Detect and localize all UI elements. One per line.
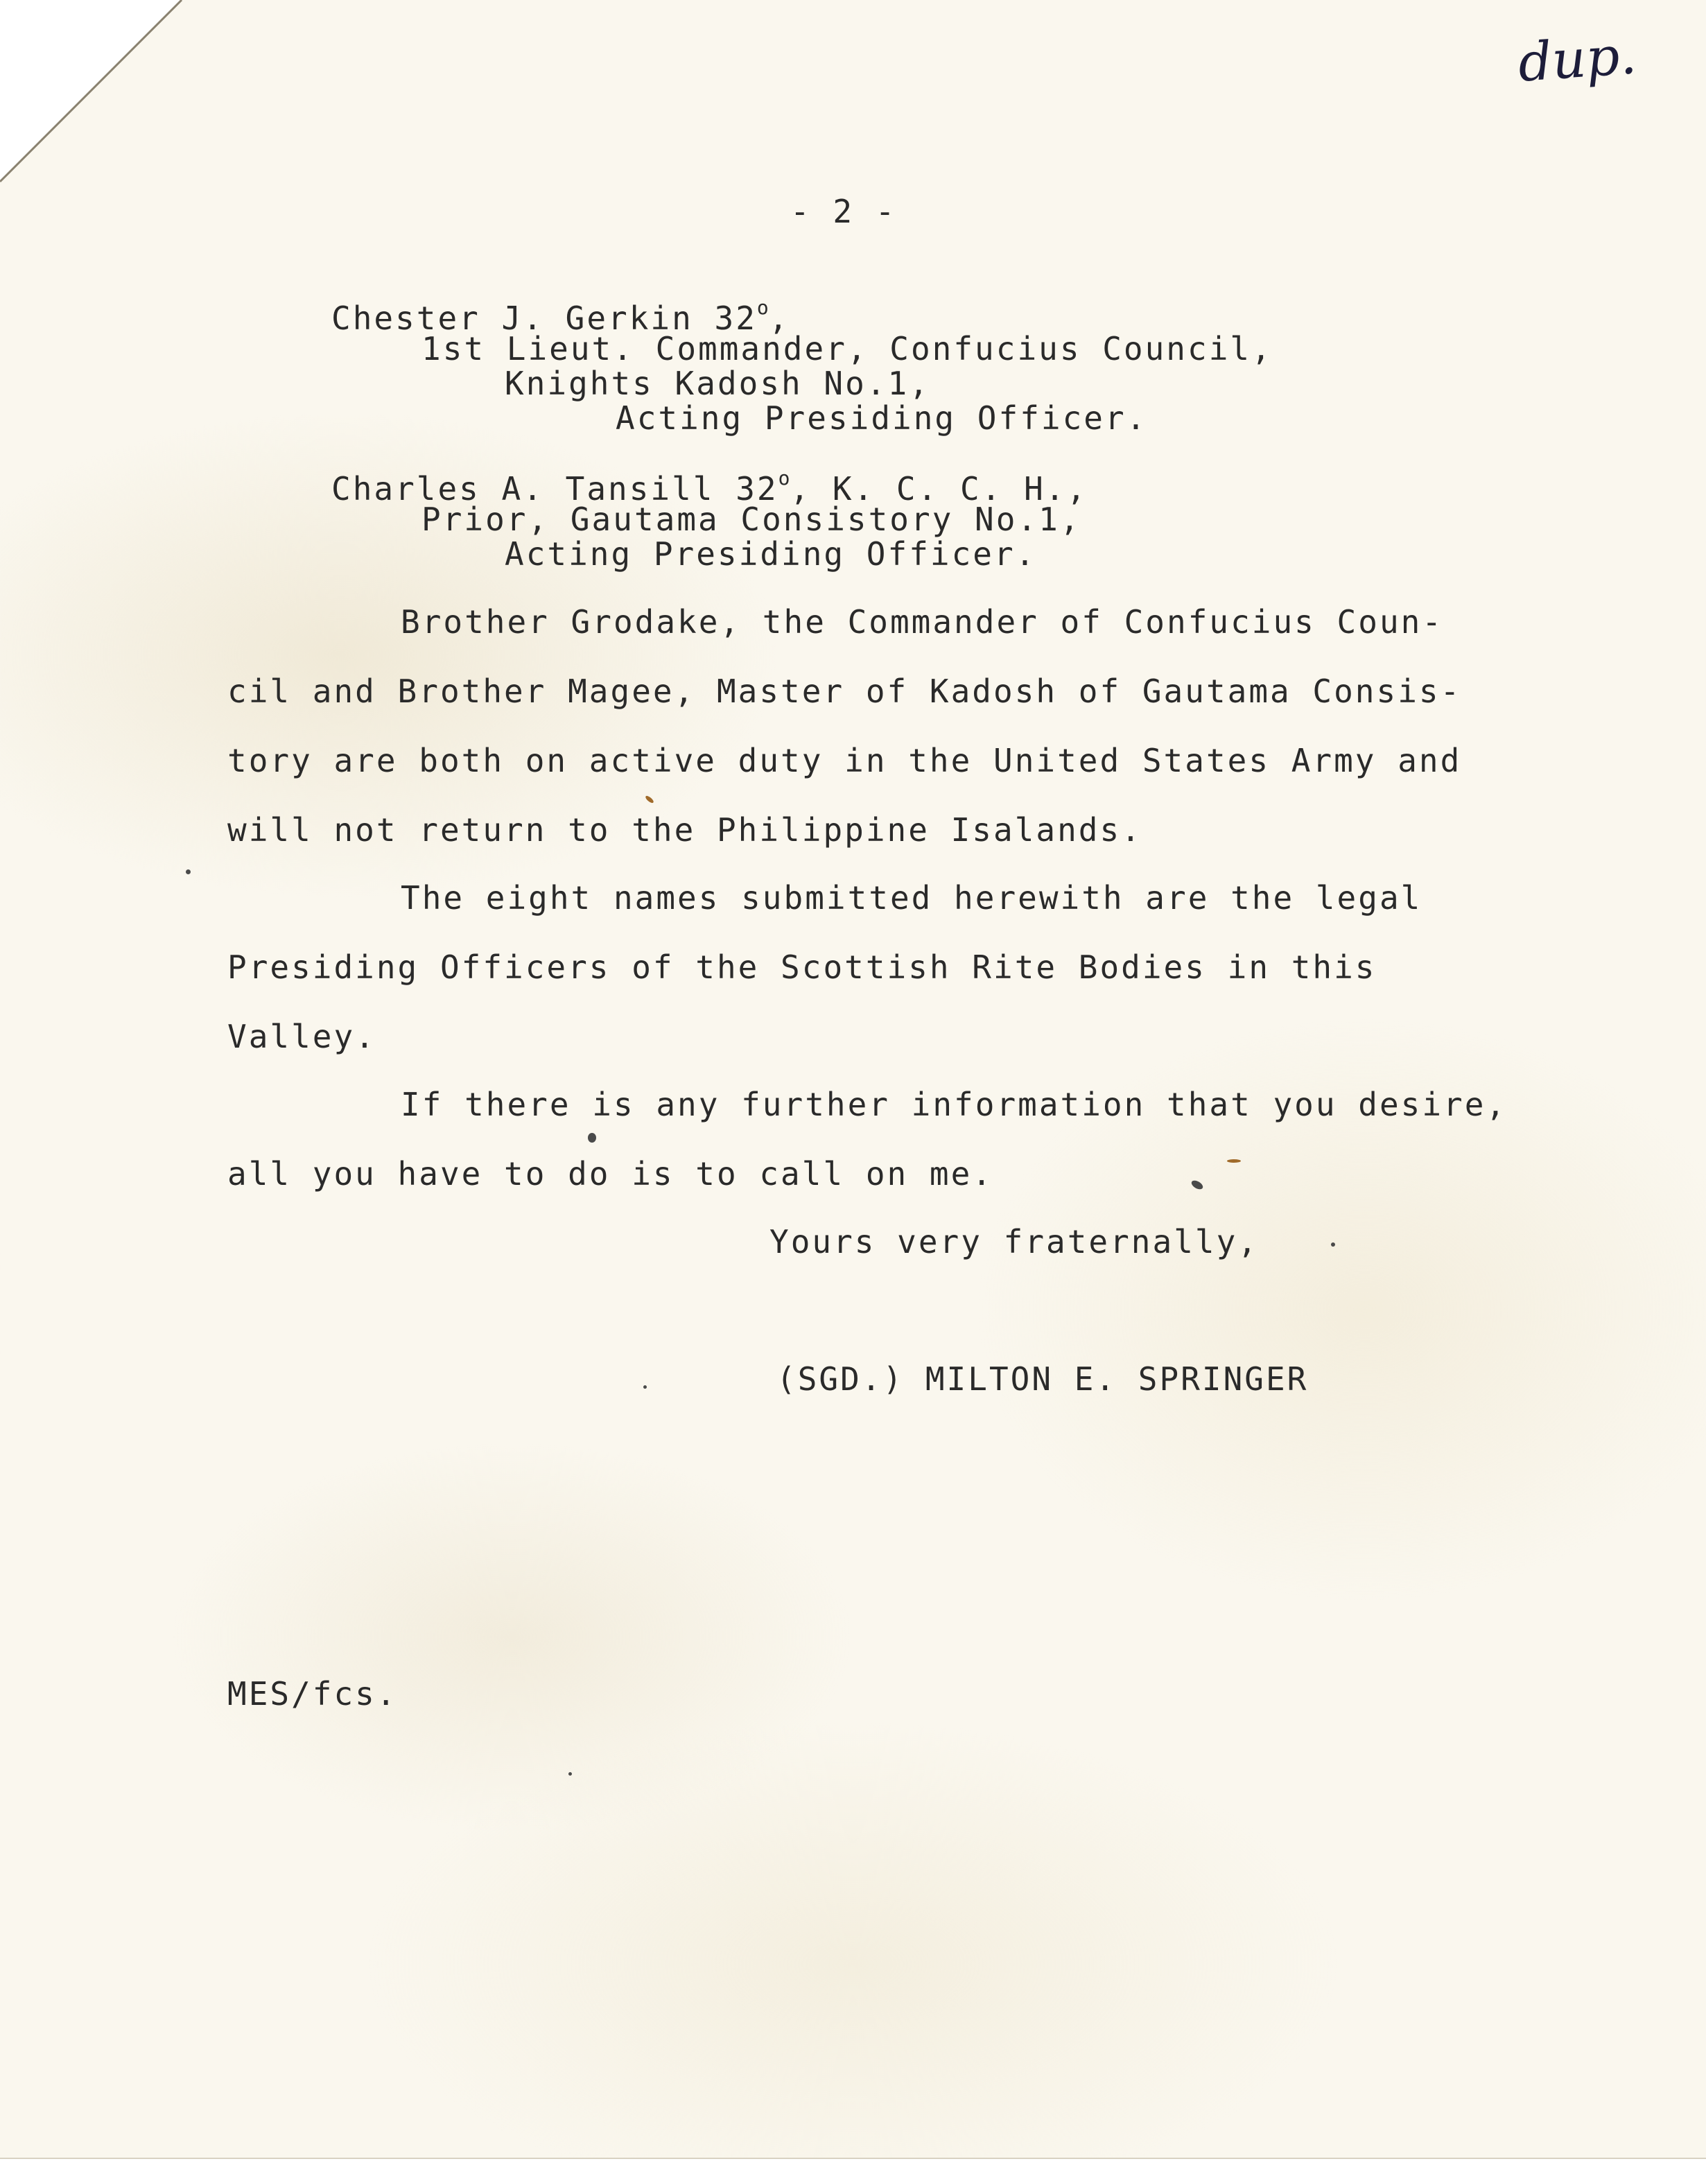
ink-speck bbox=[186, 869, 191, 874]
ink-speck bbox=[645, 795, 655, 804]
officer-2-name: Charles A. Tansill 32$^o$, K. C. C. H., bbox=[331, 467, 1088, 508]
officer-1-role: Acting Presiding Officer. bbox=[616, 399, 1148, 437]
ink-speck bbox=[1331, 1242, 1335, 1247]
ink-speck bbox=[643, 1385, 647, 1389]
officer-1-name: Chester J. Gerkin 32$^o$, bbox=[331, 296, 790, 337]
paragraph-1-line-2: cil and Brother Magee, Master of Kadosh of Gautama Consis- bbox=[227, 673, 1462, 710]
paragraph-2-line-3: Valley. bbox=[227, 1018, 376, 1055]
ink-speck bbox=[1227, 1159, 1241, 1163]
paragraph-3-line-2: all you have to do is to call on me. bbox=[227, 1155, 993, 1193]
ink-speck bbox=[588, 1133, 596, 1143]
ink-speck bbox=[568, 1772, 572, 1776]
officer-2-title: Prior, Gautama Consistory No.1, bbox=[421, 501, 1081, 538]
officer-1-body: Knights Kadosh No.1, bbox=[505, 365, 930, 402]
paragraph-1-line-4: will not return to the Philippine Isalands. bbox=[227, 811, 1142, 849]
officer-2-role: Acting Presiding Officer. bbox=[505, 535, 1037, 573]
closing: Yours very fraternally, bbox=[769, 1223, 1259, 1260]
scan-bottom-edge bbox=[0, 2158, 1706, 2184]
paragraph-2-line-1: The eight names submitted herewith are the legal bbox=[401, 879, 1422, 917]
paragraph-1-line-1: Brother Grodake, the Commander of Confucius Coun- bbox=[401, 603, 1444, 641]
signature: (SGD.) MILTON E. SPRINGER bbox=[776, 1360, 1309, 1398]
ink-speck bbox=[1190, 1179, 1205, 1191]
paragraph-2-line-2: Presiding Officers of the Scottish Rite Bodies in this bbox=[227, 948, 1377, 986]
handwritten-annotation: dup. bbox=[1516, 24, 1639, 94]
folded-corner bbox=[0, 0, 187, 187]
page-number: - 2 - bbox=[790, 193, 897, 230]
officer-1-title: 1st Lieut. Commander, Confucius Council, bbox=[421, 330, 1273, 367]
paragraph-3-line-1: If there is any further information that you desire, bbox=[401, 1086, 1508, 1123]
initials: MES/fcs. bbox=[227, 1675, 398, 1713]
paragraph-1-line-3: tory are both on active duty in the United States Army and bbox=[227, 742, 1462, 779]
